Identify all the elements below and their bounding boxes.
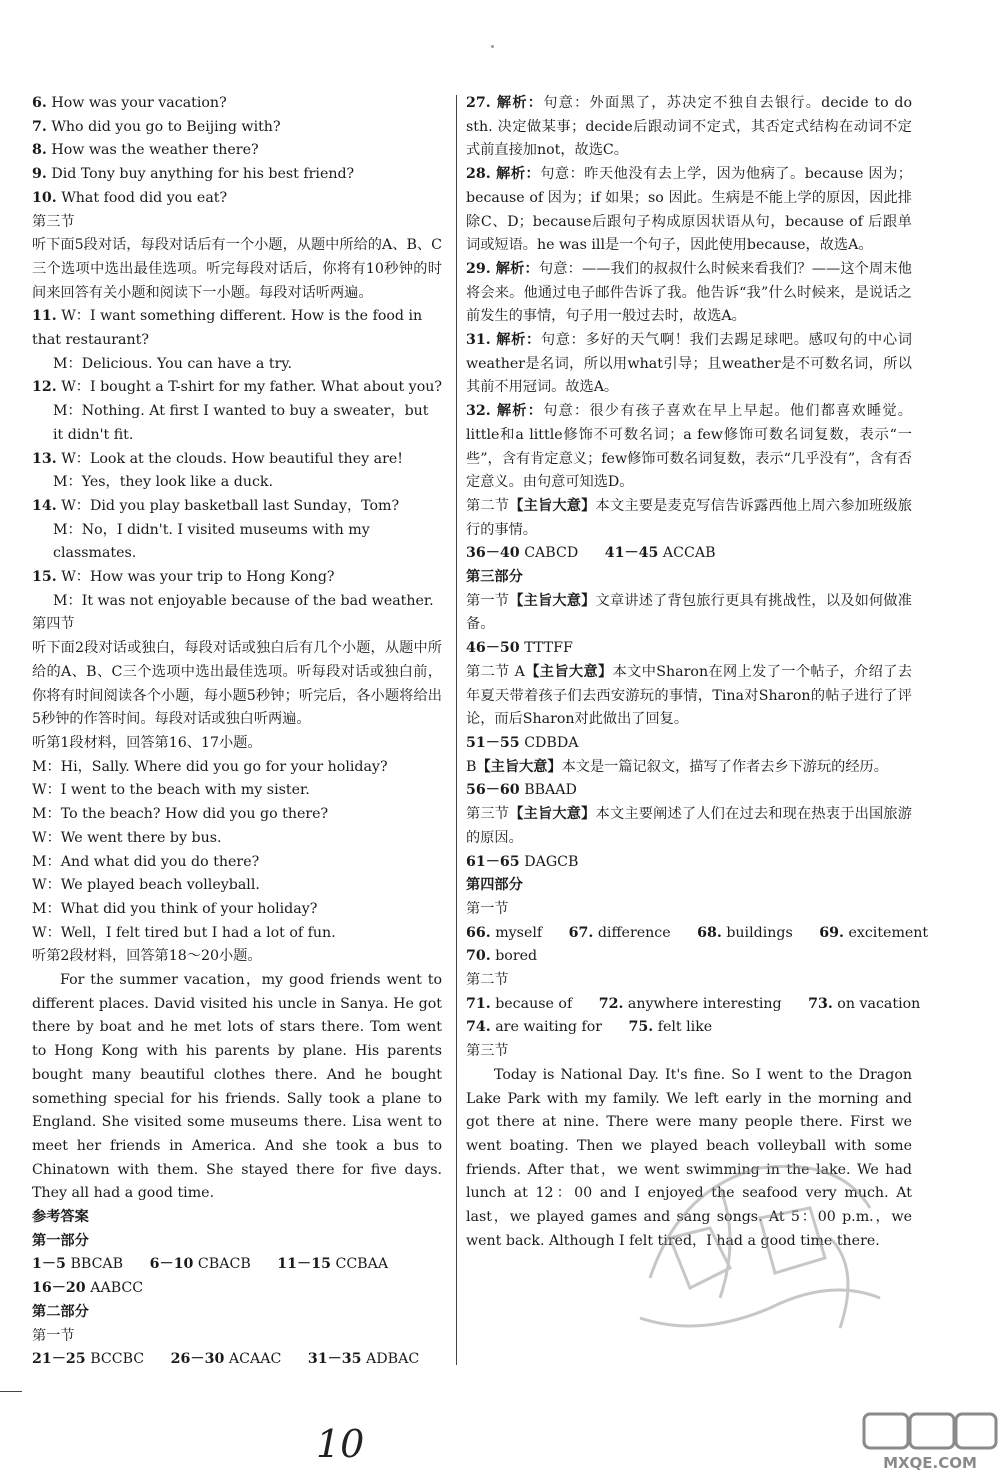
dialog-14: 14. W：Did you play basketball last Sunday，Tom? M：No，I didn't. I visited museums with my classmates. xyxy=(32,497,400,562)
part-2-answers-row: 21－25 BCCBC 26－30 ACAAC 31－35 ADBAC xyxy=(32,1351,420,1368)
page-number: 10 xyxy=(316,1422,365,1466)
conv-line: M：Hi，Sally. Where did you go for your holiday? xyxy=(32,758,388,775)
explanation-28: 28. 解析：句意：昨天他没有去上学，因为他病了。because 因为；because of 因为；if 如果；so 因此。生病是不能上学的原因，因此排除C、D；because后跟句子构成原因状语从句，because of 后跟单词或短语。he was ill是一个句子，因此使用because，故选A。 xyxy=(466,166,912,254)
answers-66-69: 66. myself 67. difference 68. buildings 69. excitement xyxy=(466,924,929,941)
scan-dot xyxy=(491,45,494,48)
explanation-29: 29. 解析：句意：——我们的叔叔什么时候来看我们？——这个周末他将会来。他通过电子邮件告诉了我。他告诉“我”什么时候来，是说话之前发生的事情，句子用一般过去时，故选A。 xyxy=(466,260,912,325)
material-2-prompt: 听第2段材料，回答第18～20小题。 xyxy=(32,948,262,965)
conv-line: W：We went there by bus. xyxy=(32,829,222,846)
watermark-stamp xyxy=(610,1128,900,1358)
part-1-answers-row-2: 16－20 AABCC xyxy=(32,1280,144,1297)
section-4-heading: 第四节 xyxy=(32,616,75,633)
conv-line: M：And what did you do there? xyxy=(32,853,260,870)
part-3-section-1-summary: 第一节【主旨大意】文章讲述了背包旅行更具有挑战性，以及如何做准备。 xyxy=(466,592,912,633)
part-4-heading: 第四部分 xyxy=(466,877,523,894)
answers-36-45: 36－40 CABCD 41－45 ACCAB xyxy=(466,545,716,562)
answers-56-60: 56－60 BBAAD xyxy=(466,782,577,799)
watermark-logo-text: MXQE.COM xyxy=(883,1454,977,1472)
conv-line: W：I went to the beach with my sister. xyxy=(32,782,310,799)
dialog-12: 12. W：I bought a T-shirt for my father. What about you? M：Nothing. At first I wanted to buy a sweater，but it didn't fit. xyxy=(32,379,442,443)
part-4-section-1-heading: 第一节 xyxy=(466,900,509,917)
part-2-section-1-heading: 第一节 xyxy=(32,1327,75,1344)
answers-74-75: 74. are waiting for 75. felt like xyxy=(466,1019,713,1036)
section-2-summary: 第二节【主旨大意】本文主要是麦克写信告诉露西他上周六参加班级旅行的事情。 xyxy=(466,497,912,538)
question-6: 6. How was your vacation? xyxy=(32,95,227,111)
answers-46-50: 46－50 TTTFF xyxy=(466,640,573,657)
part-3-section-2b-summary: B【主旨大意】本文是一篇记叙文，描写了作者去乡下游玩的经历。 xyxy=(466,758,888,775)
answers-71-73: 71. because of 72. anywhere interesting 73. on vacation xyxy=(466,995,921,1012)
section-3-heading: 第三节 xyxy=(32,213,75,230)
answer-70: 70. bored xyxy=(466,948,538,965)
answer-key-heading: 参考答案 xyxy=(32,1209,89,1226)
answers-51-55: 51－55 CDBDA xyxy=(466,734,579,751)
question-8: 8. How was the weather there? xyxy=(32,142,259,159)
part-3-section-2a-summary: 第二节 A【主旨大意】本文中Sharon在网上发了一个帖子，介绍了去年夏天带着孩子们去西安游玩的事情，Tina对Sharon的帖子进行了评论，而后Sharon对此做出了回复。 xyxy=(466,663,912,728)
conv-line: M：To the beach? How did you go there? xyxy=(32,806,329,823)
column-divider xyxy=(456,95,457,1365)
explanation-27: 27. 解析：句意：外面黑了，苏决定不独自去银行。decide to do sth. 决定做某事；decide后跟动词不定式，其否定式结构在动词不定式前直接加not，故选C。 xyxy=(466,95,912,159)
question-10: 10. What food did you eat? xyxy=(32,189,228,206)
model-essay: Today is National Day. It's fine. So I went to the Dragon Lake Park with my family. We left early in the morning and got there at nine. There were many people there. First we went boating. Then we played beach volleyball with some friends. After that，we went swimming in the lake. We had lunch at 12：00 and I enjoyed the seafood very much. At last，we played games and sang songs. At 5：00 p.m.，we went back. Although I felt tired，I had a good time there. xyxy=(466,1066,912,1249)
dialog-15: 15. W：How was your trip to Hong Kong? M：It was not enjoyable because of the bad weather. xyxy=(32,569,434,609)
watermark-logo xyxy=(860,1410,1000,1475)
section-3-instructions: 听下面5段对话，每段对话后有一个小题，从题中所给的A、B、C三个选项中选出最佳选项。听完每段对话后，你将有10秒钟的时间来回答有关小题和阅读下一小题。每段对话听两遍。 xyxy=(32,237,442,301)
listening-passage: For the summer vacation，my good friends went to different places. David visited his uncle in Sanya. He got there by boat and he met lots of stars there. Tom went to Hong Kong with his parents by plane. His parents bought many beautiful clothes there. And he bought something special for his friends. Sally took a plane to England. She visited some museums there. Lisa went to meet her friends in America. And she took a bus to Chinatown with them. She stayed there for five days. They all had a good time. xyxy=(32,972,442,1202)
conv-line: W：Well，I felt tired but I had a lot of fun. xyxy=(32,924,336,941)
part-4-section-3-heading: 第三节 xyxy=(466,1043,509,1060)
part-1-heading: 第一部分 xyxy=(32,1232,89,1249)
part-1-answers-row-1: 1－5 BBCAB 6－10 CBACB 11－15 CCBAA xyxy=(32,1256,389,1273)
section-4-instructions: 听下面2段对话或独白，每段对话或独白后有几个小题，从题中所给的A、B、C三个选项中选出最佳选项。听每段对话或独白前，你将有时间阅读各个小题，每小题5秒钟；听完后，各小题将给出5秒钟的作答时间。每段对话或独白听两遍。 xyxy=(32,640,442,728)
footer-rule xyxy=(0,1391,22,1392)
part-2-heading: 第二部分 xyxy=(32,1303,89,1320)
question-7: 7. Who did you go to Beijing with? xyxy=(32,118,281,135)
explanation-32: 32. 解析：句意：很少有孩子喜欢在早上早起。他们都喜欢睡觉。little和a little修饰不可数名词；a few修饰可数名词复数，表示“一些”，含有肯定意义；few修饰可数名词复数，表示“几乎没有”，含有否定意义。由句意可知选D。 xyxy=(466,403,912,491)
dialog-11: 11. W：I want something different. How is the food in that restaurant? M：Delicious. You can have a try. xyxy=(32,308,423,372)
question-9: 9. Did Tony buy anything for his best friend? xyxy=(32,166,355,183)
part-3-heading: 第三部分 xyxy=(466,569,523,586)
dialog-13: 13. W：Look at the clouds. How beautiful they are! M：Yes，they look like a duck. xyxy=(32,450,403,491)
conv-line: M：What did you think of your holiday? xyxy=(32,900,318,917)
explanation-31: 31. 解析：句意：多好的天气啊！我们去踢足球吧。感叹句的中心词weather是名词，所以用what引导；且weather是不可数名词，所以其前不用冠词。故选A。 xyxy=(466,332,912,396)
right-column xyxy=(466,92,929,1253)
part-3-section-3-summary: 第三节【主旨大意】本文主要阐述了人们在过去和现在热衷于出国旅游的原因。 xyxy=(466,806,912,846)
left-column xyxy=(32,92,442,1372)
material-1-prompt: 听第1段材料，回答第16、17小题。 xyxy=(32,734,262,751)
answers-61-65: 61－65 DAGCB xyxy=(466,853,579,870)
conv-line: W：We played beach volleyball. xyxy=(32,877,260,894)
part-4-section-2-heading: 第二节 xyxy=(466,972,509,989)
